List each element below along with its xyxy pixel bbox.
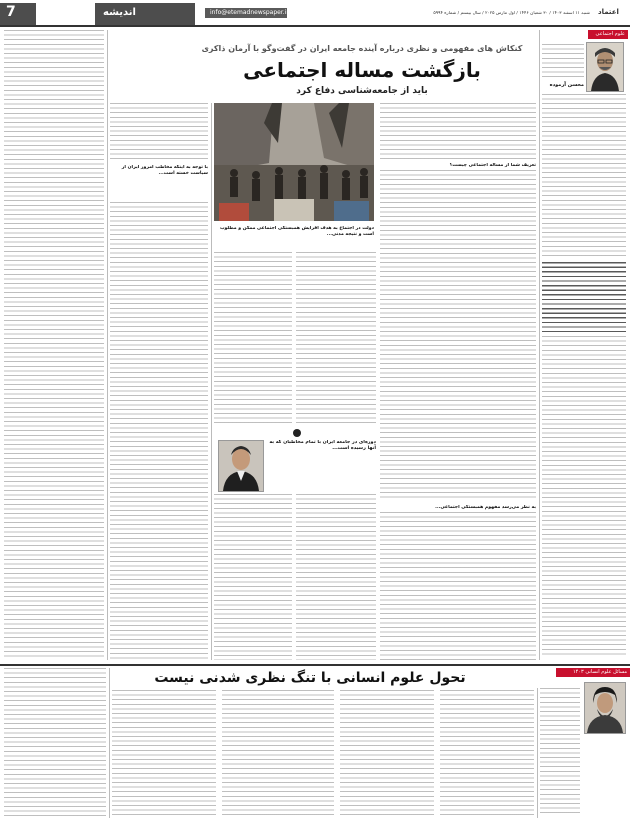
author-photo — [586, 42, 624, 92]
second-article-title: تحول علوم انسانی با تنگ نظری شدنی نیست — [154, 670, 466, 686]
main-col-midleft-body — [214, 252, 292, 427]
main-col-mid-body — [296, 252, 376, 427]
col-divider-2 — [211, 103, 212, 660]
second-col-4 — [112, 690, 216, 816]
header-rule — [0, 25, 630, 27]
sidebar-bold-question — [542, 262, 626, 332]
main-col-lower-midleft — [214, 494, 292, 660]
main-subhead-2: به نظر می‌رسد مفهوم همبستگی اجتماعی... — [435, 505, 536, 510]
sidebar-intro-lines — [542, 44, 584, 80]
left-col-2-body — [110, 202, 208, 660]
second-col-2 — [340, 690, 434, 816]
interviewee-photo — [218, 440, 264, 492]
main-col-lower-mid — [296, 494, 376, 660]
second-intro-lines — [540, 688, 580, 816]
col-divider-1 — [107, 30, 108, 660]
dateline: شنبه ۱۱ اسفند ۱۴۰۳ / ۳۰ شعبان ۱۴۴۶ / اول مارس ۲۰۲۵ / سال بیستم / شماره ۵۹۹۴ — [433, 11, 590, 16]
main-article-title: بازگشت مساله اجتماعی — [243, 58, 481, 82]
page-number: 7 — [6, 4, 16, 20]
second-col-5 — [4, 668, 106, 816]
sidebar-label: علوم اجتماعی — [588, 30, 628, 39]
interviewee-caption: دوره‌ای در جامعه ایران با تمام مخاطبان که به آنها رسیده است... — [269, 440, 376, 452]
main-col-right-body-2 — [380, 512, 536, 660]
second-article-top-rule — [0, 664, 630, 666]
main-photo — [214, 103, 374, 221]
main-col-right-body — [380, 170, 536, 500]
second-author-photo — [584, 682, 626, 734]
main-subhead-3: با توجه به اینکه مخاطب امروز ایران از سیاست خسته است... — [121, 165, 208, 176]
left-col-1-body — [4, 30, 104, 660]
email[interactable]: info@etemadnewspaper.ir — [210, 9, 289, 16]
author-name: محسن آرموده — [549, 82, 584, 88]
section-name: اندیشه — [103, 7, 136, 18]
main-subhead-1: تعریف شما از مساله اجتماعی چیست؟ — [449, 163, 536, 168]
second-article-section: مسائل علوم انسانی ۱۴۰۳ — [556, 668, 630, 677]
second-divider-2 — [537, 688, 538, 818]
main-col-right-intro — [380, 103, 536, 161]
main-article-subtitle: باید از جامعه‌شناسی دفاع کرد — [296, 86, 428, 96]
photo-caption: دولت در اجتماع به هدف افزایش همبستگی اجتماعی ممکن و مطلوب است و نتیجه مدنی... — [219, 226, 374, 237]
sidebar — [542, 30, 628, 660]
top-header — [0, 0, 630, 26]
sidebar-body-lines-2 — [542, 336, 626, 658]
left-col-2-top — [110, 103, 208, 163]
second-col-1 — [440, 690, 534, 816]
second-col-3 — [222, 690, 334, 816]
sidebar-divider — [539, 30, 540, 660]
quote-marker-icon — [293, 429, 301, 437]
main-article-kicker: کنکاش های مفهومی و نظری درباره آینده جامعه ایران در گفت‌وگو با آرمان ذاکری — [201, 44, 523, 53]
sidebar-body-lines — [542, 94, 626, 258]
newspaper-logo: اعتماد — [598, 8, 619, 16]
second-divider-1 — [109, 668, 110, 818]
